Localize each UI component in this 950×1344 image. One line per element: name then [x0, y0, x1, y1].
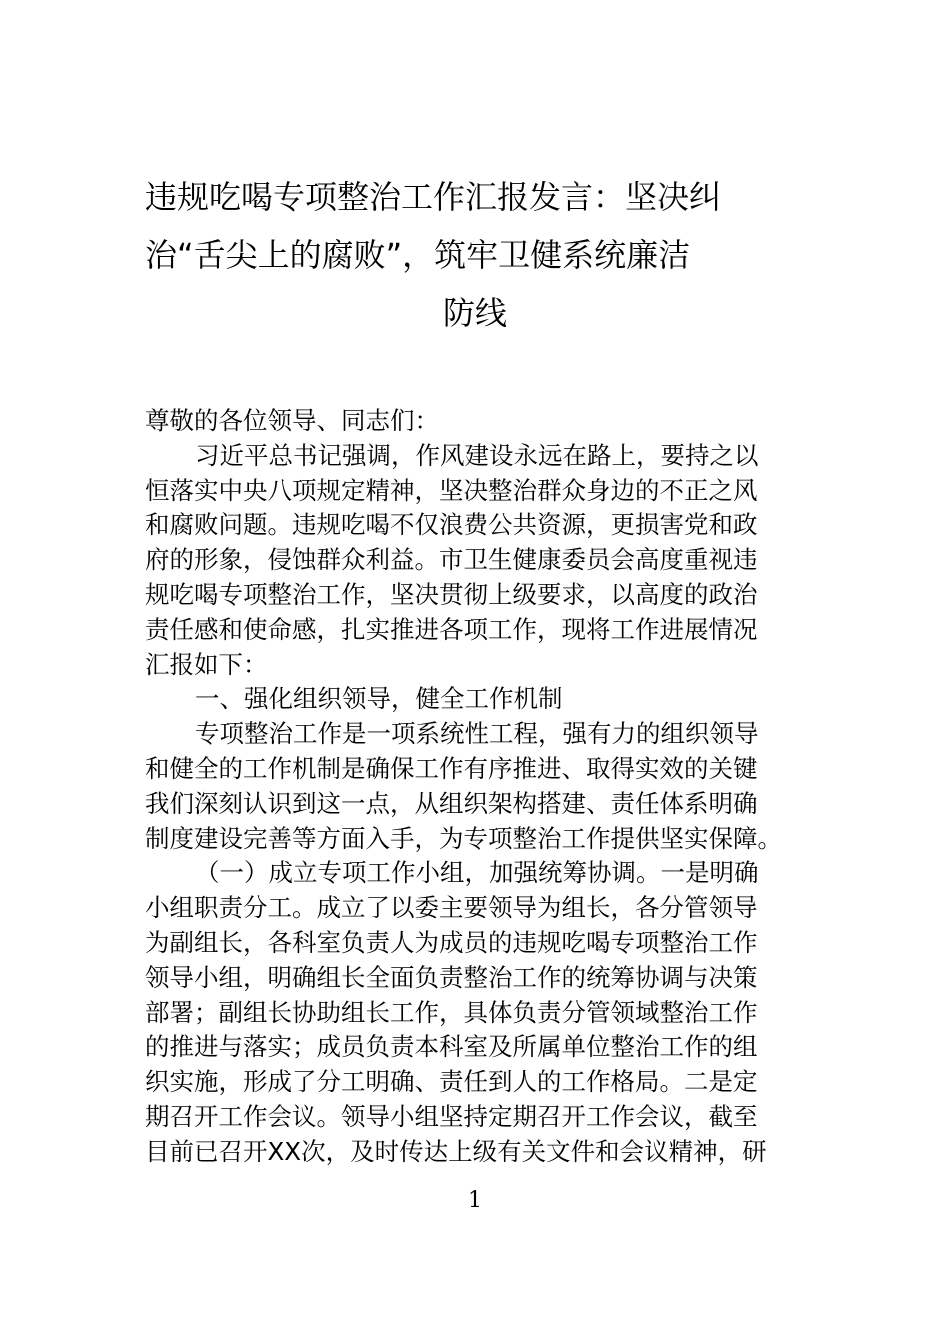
page-number: 1: [468, 1188, 482, 1213]
salutation: 尊敬的各位领导、同志们：: [145, 406, 439, 435]
paragraph-line: 期召开工作会议。领导小组坚持定期召开工作会议，截至: [145, 1101, 758, 1131]
paragraph-line: 汇报如下：: [145, 649, 268, 679]
paragraph-line: 我们深刻认识到这一点，从组织架构搭建、责任体系明确: [145, 788, 758, 818]
paragraph-line: 和健全的工作机制是确保工作有序推进、取得实效的关键: [145, 753, 758, 783]
paragraph-line: 责任感和使命感，扎实推进各项工作，现将工作进展情况: [145, 614, 758, 644]
title-line-2: 治“舌尖上的腐败”，筑牢卫健系统廉洁: [145, 236, 691, 274]
paragraph-line: 部署；副组长协助组长工作，具体负责分管领域整治工作: [145, 997, 758, 1027]
paragraph-line: 为副组长，各科室负责人为成员的违规吃喝专项整治工作: [145, 927, 758, 957]
title-line-3: 防线: [442, 294, 507, 332]
paragraph-line: 专项整治工作是一项系统性工程，强有力的组织领导: [195, 719, 759, 749]
paragraph-line: 制度建设完善等方面入手，为专项整治工作提供坚实保障。: [145, 823, 782, 853]
paragraph-line: 织实施，形成了分工明确、责任到人的工作格局。二是定: [145, 1067, 758, 1097]
title-line-1: 违规吃喝专项整治工作汇报发言：坚决纠: [145, 178, 722, 216]
paragraph-line: （一）成立专项工作小组，加强统筹协调。一是明确: [195, 858, 759, 888]
paragraph-line: 小组职责分工。成立了以委主要领导为组长，各分管领导: [145, 893, 758, 923]
section-heading: 一、强化组织领导，健全工作机制: [195, 684, 563, 714]
paragraph-line: 的推进与落实；成员负责本科室及所属单位整治工作的组: [145, 1032, 758, 1062]
document-body: [145, 404, 810, 1170]
paragraph-line: 目前已召开XX次，及时传达上级有关文件和会议精神，研: [145, 1136, 767, 1166]
paragraph-line: 府的形象，侵蚀群众利益。市卫生健康委员会高度重视违: [145, 545, 758, 575]
paragraph-line: 领导小组，明确组长全面负责整治工作的统筹协调与决策: [145, 962, 758, 992]
paragraph-line: 规吃喝专项整治工作，坚决贯彻上级要求，以高度的政治: [145, 579, 758, 609]
paragraph-line: 恒落实中央八项规定精神，坚决整治群众身边的不正之风: [145, 475, 758, 505]
document-title: [145, 168, 805, 342]
paragraph-line: 和腐败问题。违规吃喝不仅浪费公共资源，更损害党和政: [145, 510, 758, 540]
paragraph-line: 习近平总书记强调，作风建设永远在路上，要持之以: [195, 440, 759, 470]
